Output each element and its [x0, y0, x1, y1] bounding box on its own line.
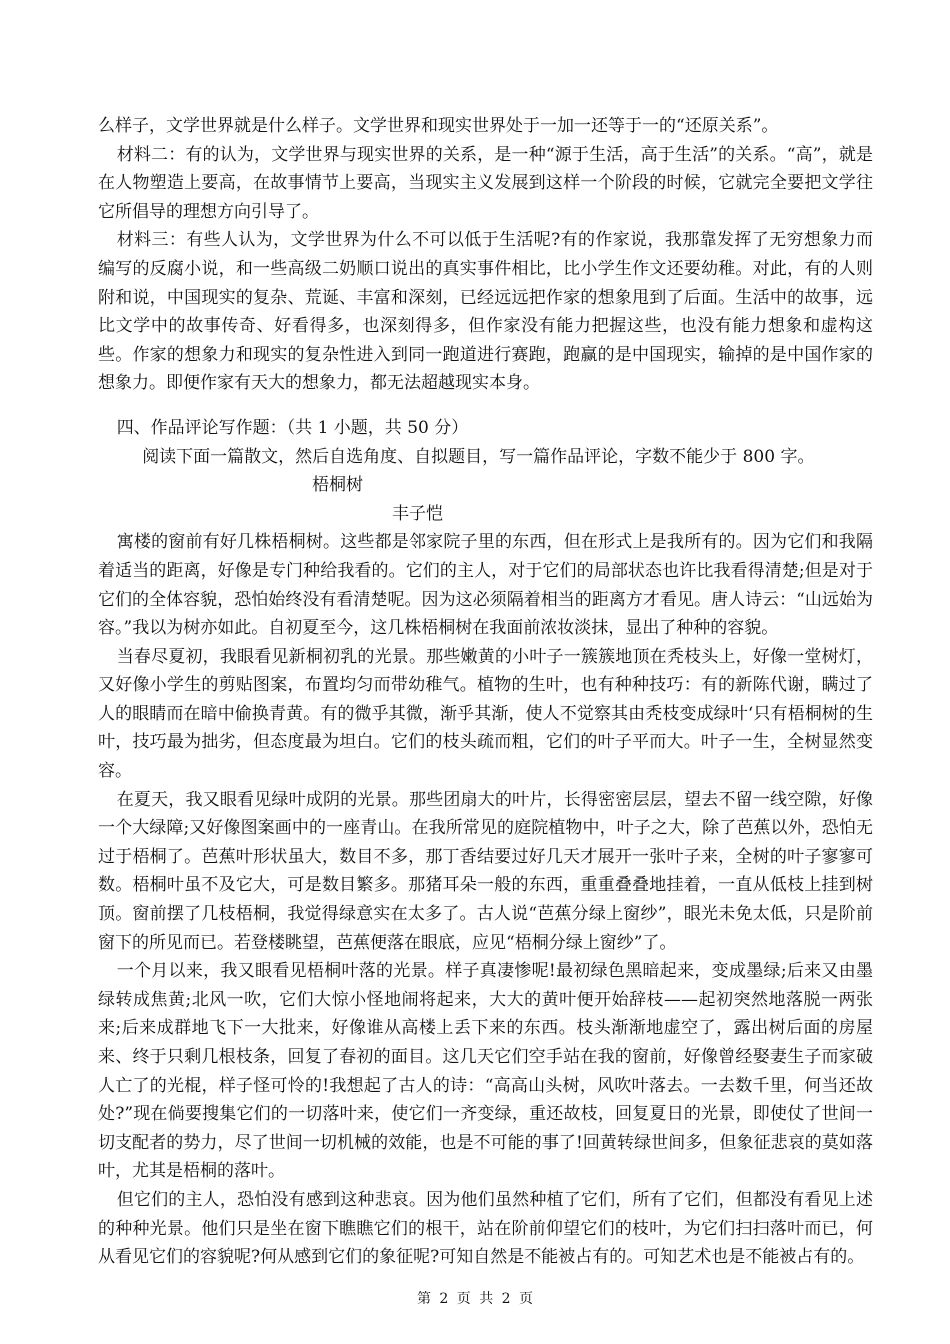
essay-paragraph: 在夏天，我又眼看见绿叶成阴的光景。那些团扇大的叶片，长得密密层层，望去不留一线空隙，好像一个大绿障;又好像图案画中的一座青山。在我所常见的庭院植物中，叶子之大，除了芭蕉以外，恐怕无过于梧桐了。芭蕉叶形状虽大，数目不多，那丁香结要过好几天才展开一张叶子来，全树的叶子寥寥可数。梧桐叶虽不及它大，可是数目繁多。那猪耳朵一般的东西，重重叠叠地挂着，一直从低枝上挂到树顶。窗前摆了几枝梧桐，我觉得绿意实在太多了。古人说“芭蕉分绿上窗纱”，眼光未免太低，只是阶前窗下的所见而已。若登楼眺望，芭蕉便落在眼底，应见“梧桐分绿上窗纱”了。 [98, 789, 873, 953]
section-4-heading: 四、作品评论写作题：（共 1 小题，共 50 分） [116, 417, 469, 438]
page-number-footer: 第 2 页 共 2 页 [416, 1291, 534, 1307]
essay-paragraph: 当春尽夏初，我眼看见新桐初乳的光景。那些嫩黄的小叶子一簇簇地顶在秃枝头上，好像一堂树灯，又好像小学生的剪贴图案，布置均匀而带幼稚气。植物的生叶，也有种种技巧：有的新陈代谢，瞒过了人的眼睛而在暗中偷换青黄。有的微乎其微，渐乎其渐，使人不觉察其由秃枝变成绿叶‘只有梧桐树的生叶，技巧最为拙劣，但态度最为坦白。它们的枝头疏而粗，它们的叶子平而大。叶子一生，全树显然变容。 [98, 646, 873, 782]
document-page [98, 112, 873, 1272]
essay-paragraph: 一个月以来，我又眼看见梧桐叶落的光景。样子真凄惨呢!最初绿色黑暗起来，变成墨绿;后来又由墨绿转成焦黄;北风一吹，它们大惊小怪地闹将起来，大大的黄叶便开始辞枝——起初突然地落脱一两张来;后来成群地飞下一大批来，好像谁从高楼上丢下来的东西。枝头渐渐地虚空了，露出树后面的房屋来、终于只剩几根枝条，回复了春初的面目。这几天它们空手站在我的窗前，好像曾经娶妻生子而家破人亡了的光棍，样子怪可怜的!我想起了古人的诗：“高高山头树，风吹叶落去。一去数千里，何当还故处?”现在倘要搜集它们的一切落叶来，使它们一齐变绿，重还故枝，回复夏日的光景，即使仗了世间一切支配者的势力，尽了世间一切机械的效能，也是不可能的事了!回黄转绿世间多，但象征悲哀的莫如落叶，尤其是梧桐的落叶。 [98, 961, 873, 1182]
essay-paragraph: 寓楼的窗前有好几株梧桐树。这些都是邻家院子里的东西，但在形式上是我所有的。因为它们和我隔着适当的距离，好像是专门种给我看的。它们的主人，对于它们的局部状态也许比我看得清楚;但是对于它们的全体容貌，恐怕始终没有看清楚呢。因为这必须隔着相当的距离方才看见。唐人诗云：“山远始为容。”我以为树亦如此。自初夏至今，这几株梧桐树在我面前浓妆淡抹，显出了种种的容貌。 [98, 532, 873, 639]
section-4-instruction: 阅读下面一篇散文，然后自选角度、自拟题目，写一篇作品评论，字数不能少于 800 字。 [142, 446, 815, 467]
essay-title: 梧桐树 [312, 475, 363, 496]
essay-author: 丰子恺 [392, 503, 443, 524]
material-2: 材料二：有的认为，文学世界与现实世界的关系，是一种“源于生活，高于生活”的关系。“高”，就是在人物塑造上要高，在故事情节上要高，当现实主义发展到这样一个阶段的时候，它就完全要把文学往它所倡导的理想方向引导了。 [98, 144, 873, 222]
essay-paragraph: 但它们的主人，恐怕没有感到这种悲哀。因为他们虽然种植了它们，所有了它们，但都没有看见上述的种种光景。他们只是坐在窗下瞧瞧它们的根干，站在阶前仰望它们的枝叶，为它们扫扫落叶而已，何从看见它们的容貌呢?何从感到它们的象征呢?可知自然是不能被占有的。可知艺术也是不能被占有的。 [98, 1189, 873, 1268]
material-3: 材料三：有些人认为，文学世界为什么不可以低于生活呢?有的作家说，我那靠发挥了无穷想象力而编写的反腐小说，和一些高级二奶顺口说出的真实事件相比，比小学生作文还要幼稚。对此，有的人则附和说，中国现实的复杂、荒诞、丰富和深刻，已经远远把作家的想象甩到了后面。生活中的故事，远比文学中的故事传奇、好看得多，也深刻得多，但作家没有能力把握这些，也没有能力想象和虚构这些。作家的想象力和现实的复杂性进入到同一跑道进行赛跑，跑赢的是中国现实，输掉的是中国作家的想象力。即便作家有天大的想象力，都无法超越现实本身。 [98, 230, 873, 394]
material-1-continuation: 么样子，文学世界就是什么样子。文学世界和现实世界处于一加一还等于一的“还原关系”。 [98, 116, 779, 136]
